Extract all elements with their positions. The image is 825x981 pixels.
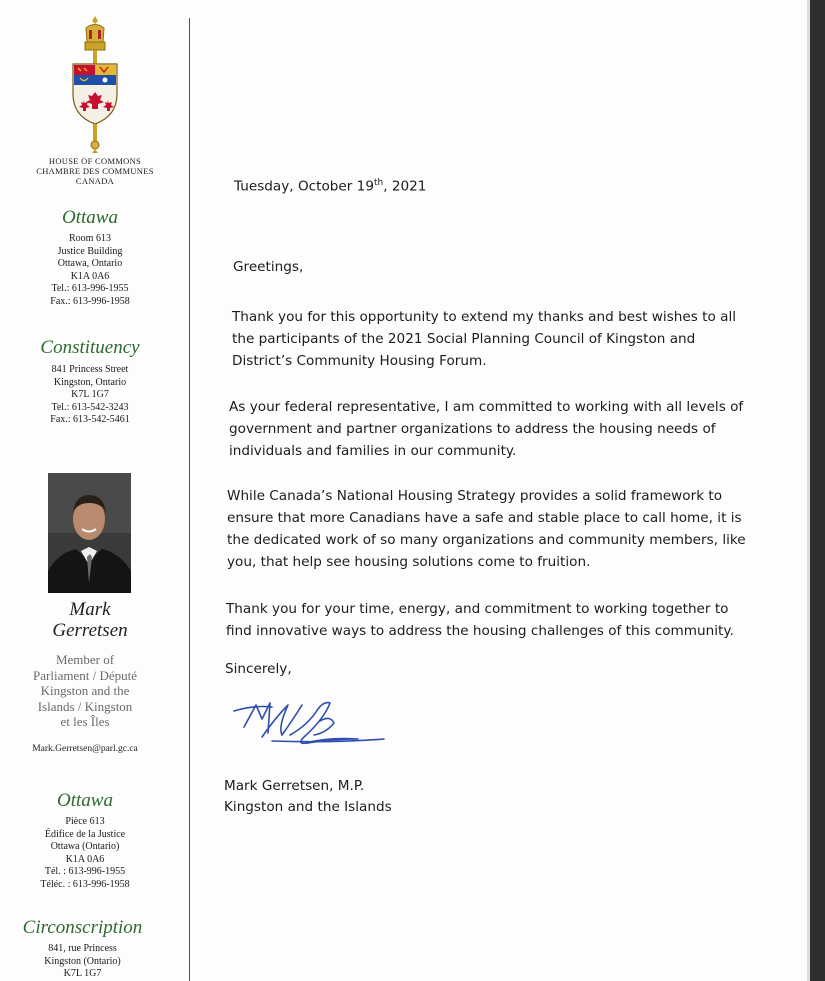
mp-first-name: Mark [69,599,111,620]
address-line: Édifice de la Justice [44,828,126,840]
letterhead-sidebar [0,0,180,981]
address-line: 841 Princess Street [51,364,129,375]
letter-closing: Sincerely, [225,661,292,677]
mp-last-name: Gerretsen [52,620,128,641]
mp-name [0,599,180,641]
date-year: , 2021 [383,178,427,195]
address-line: K1A 0A6 [70,270,110,282]
phone-line: Tél. : 613-996-1955 [44,866,126,878]
address-line: Kingston (Ontario) [44,955,121,967]
letterhead-divider [189,18,190,981]
fax-line: Fax.: 613-996-1958 [50,295,130,307]
address-line: Ottawa, Ontario [57,258,123,270]
house-line-3: CANADA [75,176,115,186]
role-line: Kingston and the [40,683,130,698]
role-line: Islands / Kingston [37,698,133,714]
mp-email: Mark.Gerretsen@parl.gc.ca [32,744,138,754]
mp-portrait-photo [48,473,131,593]
house-line-2: CHAMBRE DES COMMUNES [36,166,154,176]
constituency-en-title: Constituency [40,337,140,358]
letter-signer [224,776,392,818]
signer-name: Mark Gerretsen, M.P. [224,778,365,794]
house-of-commons-label [0,156,190,186]
house-of-commons-crest-icon [67,14,123,154]
address-line: 841, rue Princess [48,943,117,954]
house-line-1: HOUSE OF COMMONS [48,156,142,166]
address-line: Ottawa (Ontario) [50,841,120,853]
phone-line: Tel.: 613-542-3243 [51,401,129,413]
ottawa-fr-address [0,816,170,892]
address-line: Justice Building [57,245,123,257]
letter-paragraph-1: Thank you for this opportunity to extend my thanks and best wishes to all the participants of the 2021 Social Planning Council of Kingston and District’s Community Housing Forum. [232,309,737,369]
address-line: Kingston, Ontario [53,376,127,388]
scan-edge [810,0,825,981]
constituency-en-address [0,364,180,427]
ottawa-en-address [0,233,180,309]
role-line: et les Îles [60,714,110,729]
phone-line: Tel.: 613-996-1955 [51,283,129,295]
address-line: Pièce 613 [65,816,105,827]
address-line: K7L 1G7 [63,968,102,980]
role-line: Parliament / Député [33,667,137,683]
fax-line: Téléc. : 613-996-1958 [40,878,130,890]
letter-date [234,178,426,195]
letter-greeting: Greetings, [233,259,304,275]
fax-line: Fax.: 613-542-5461 [50,414,130,426]
letter-paragraph-2: As your federal representative, I am committed to working with all levels of government and partner organizations to address the housing needs of individuals and families in our community. [229,399,744,459]
letter-paragraph-3: While Canada’s National Housing Strategy provides a solid framework to ensure that more Canadians have a safe and stable place to call home, it is the dedicated work of so many organizations and community members, like you, that help see housing solutions come to fruition. [227,488,746,570]
role-line: Member of [55,652,115,667]
letter-paragraph-4: Thank you for your time, energy, and commitment to working together to find innovative ways to address the housing challenges of this community. [226,601,734,639]
signer-riding: Kingston and the Islands [224,799,392,815]
address-line: K7L 1G7 [71,389,109,401]
date-main: Tuesday, October 19 [234,178,374,195]
address-line: Room 613 [69,233,111,244]
mp-role [0,652,170,730]
ottawa-fr-title: Ottawa [57,790,113,811]
constituency-fr-address [0,943,165,981]
constituency-fr-title: Circonscription [22,917,143,938]
address-line: K1A 0A6 [65,853,105,865]
ottawa-en-title: Ottawa [62,207,118,228]
handwritten-signature-icon [232,697,387,755]
date-suffix: th [373,178,384,188]
